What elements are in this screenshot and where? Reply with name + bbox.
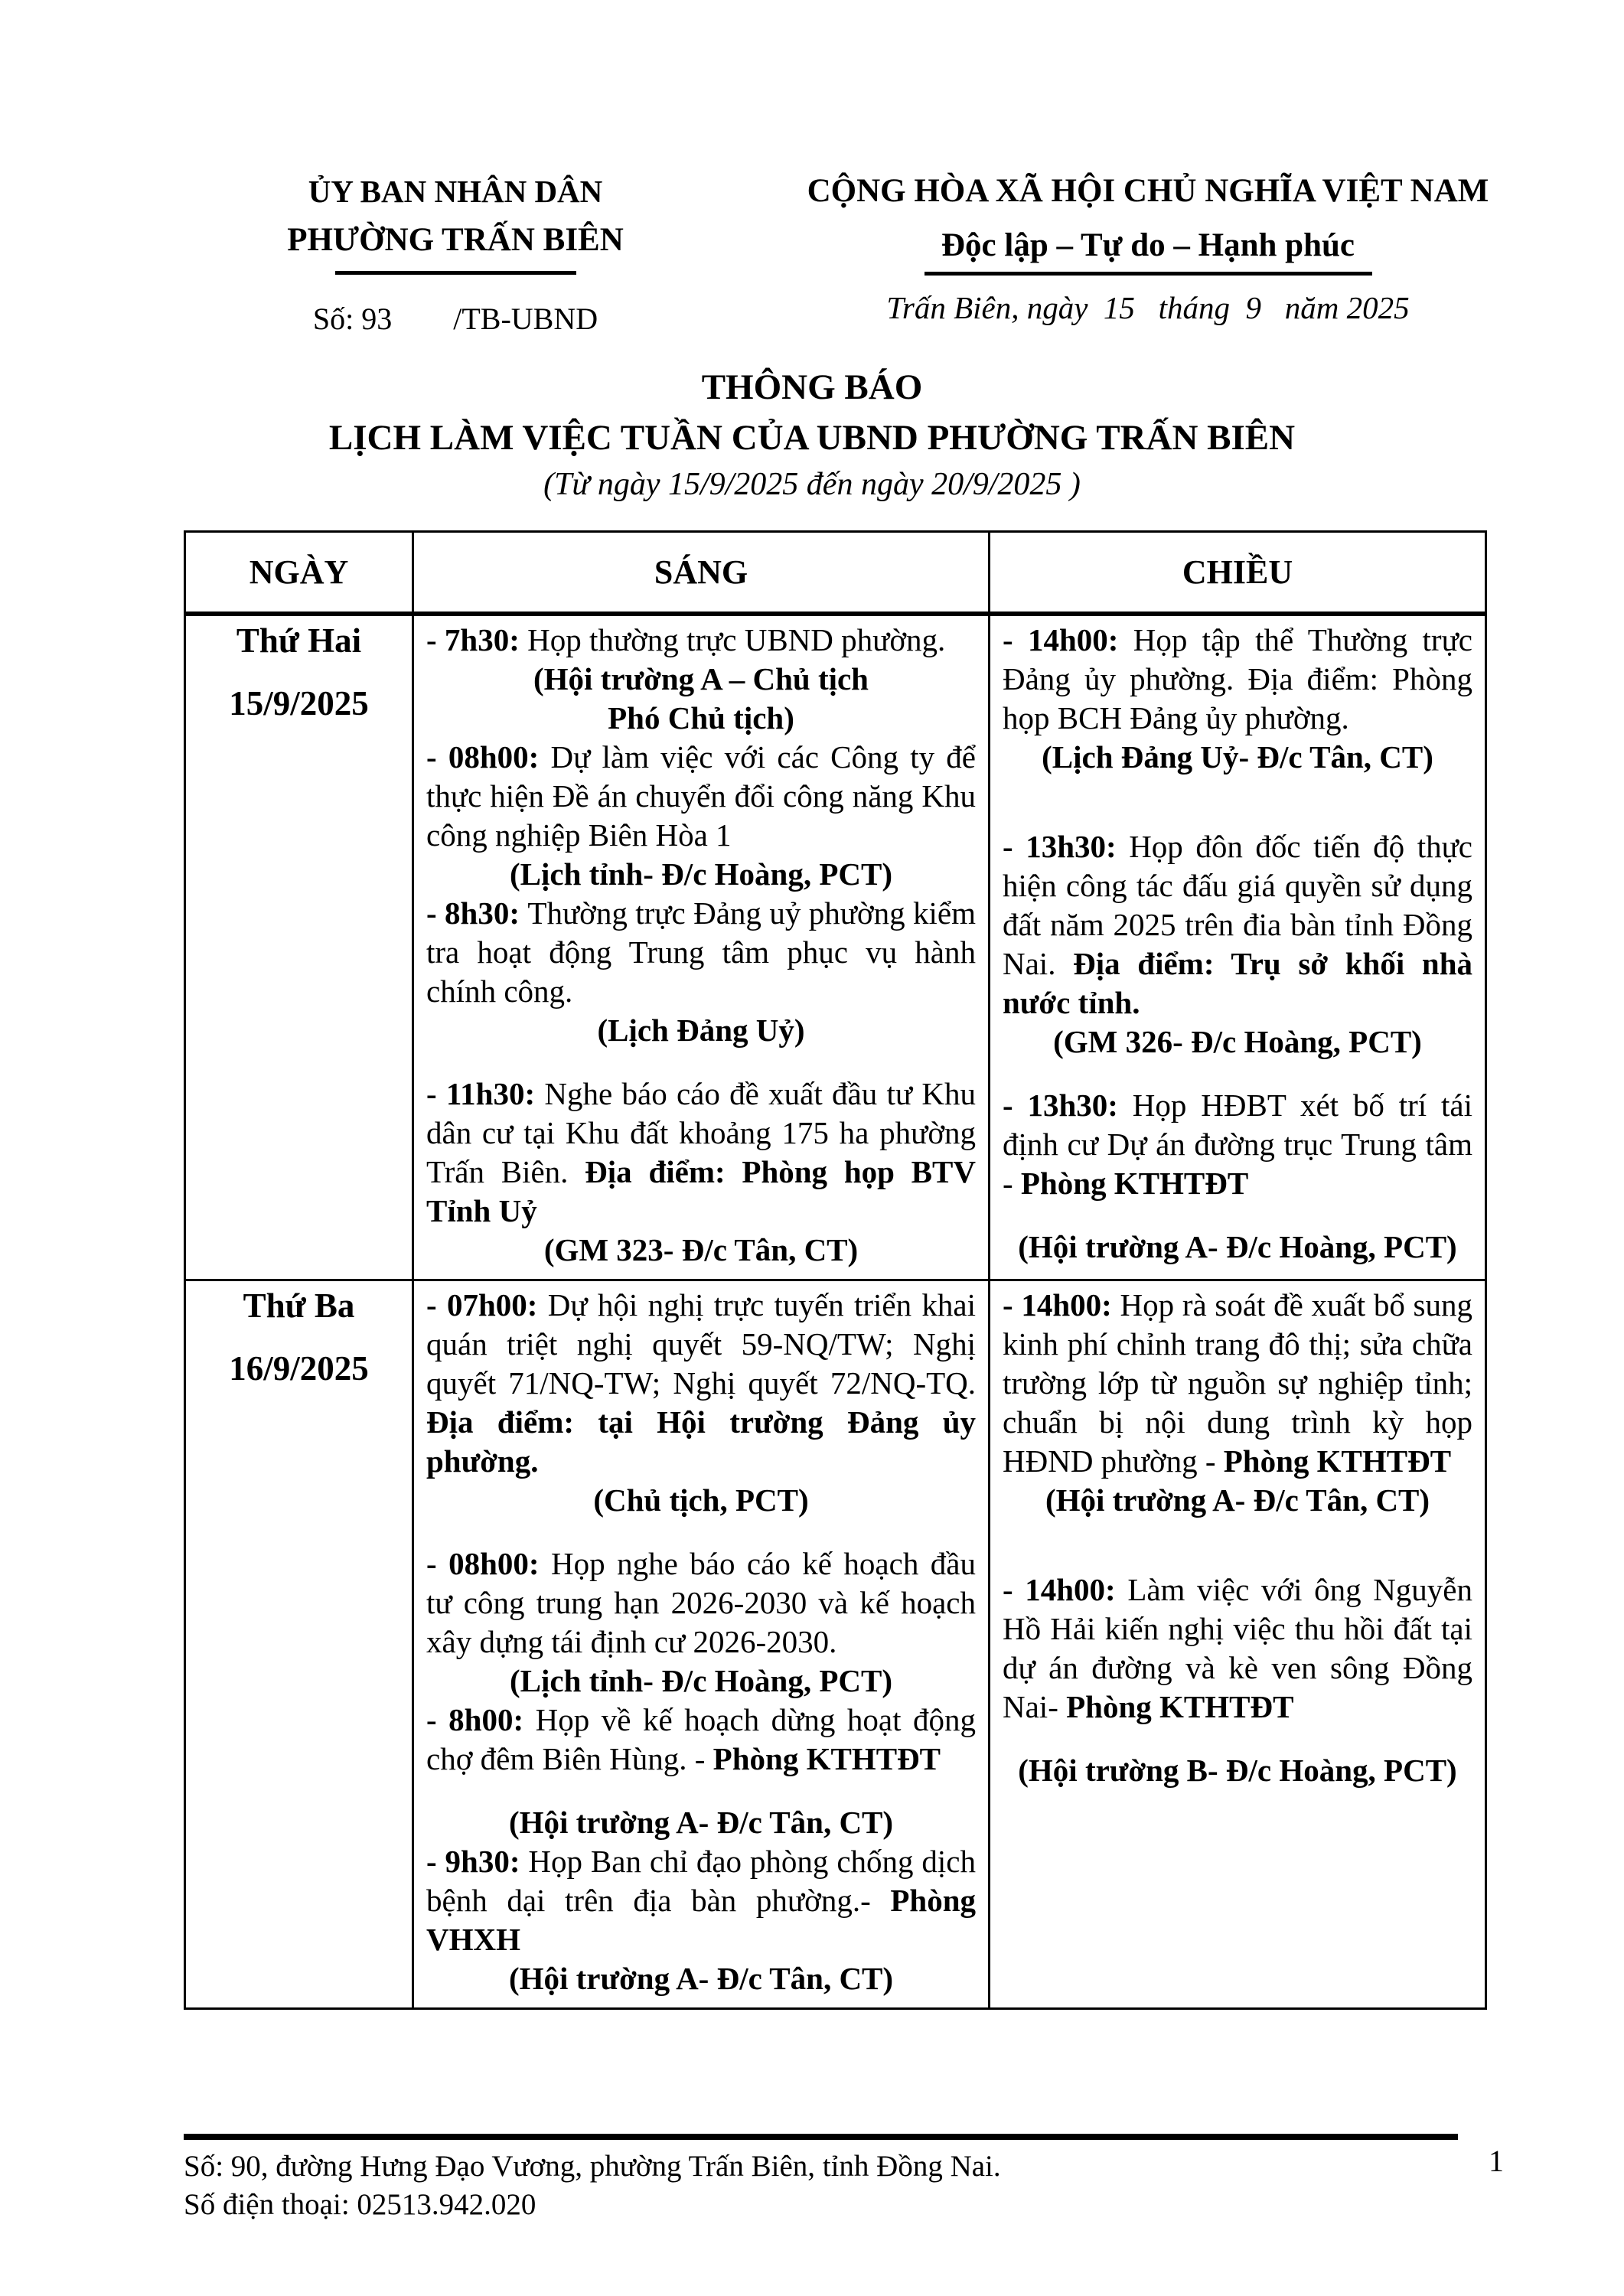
text-segment: Họp tập thể Thường trực Đảng ủy phường. Địa điểm: Phòng họp BCH Đảng ủy phường. (1003, 622, 1472, 735)
emphasis-segment: Phòng KTHTĐT (1066, 1689, 1294, 1724)
emphasis-segment: Phó Chủ tịch) (608, 700, 794, 735)
text-segment: Dự hội nghị trực tuyến triển khai quán triệt nghị quyết 59-NQ/TW; Nghị quyết 71/NQ-TW; Nghị quyết 72/NQ-TQ. (426, 1287, 976, 1401)
emphasis-segment: (Lịch tỉnh- Đ/c Hoàng, PCT) (510, 856, 892, 892)
venue-note (1003, 1022, 1472, 1062)
issuing-org-block (195, 168, 716, 337)
schedule-entry (426, 621, 976, 660)
schedule-entry (426, 894, 976, 1011)
notice-date-range: (Từ ngày 15/9/2025 đến ngày 20/9/2025 ) (543, 466, 1081, 502)
emphasis-segment: Phòng KTHTĐT (1020, 1166, 1249, 1201)
venue-note (426, 660, 976, 699)
text-segment: Thường trực Đảng uỷ phường kiểm tra hoạt động Trung tâm phục vụ hành chính công. (426, 895, 976, 1009)
venue-note (426, 699, 976, 738)
day-name: Thứ Hai (236, 621, 362, 660)
emphasis-segment: - 13h30: (1003, 829, 1130, 864)
table-row (185, 1280, 1486, 2009)
day-name: Thứ Ba (243, 1287, 355, 1325)
place-date-line: Trấn Biên, ngày 15 tháng 9 năm 2025 (886, 290, 1410, 326)
header-row (185, 532, 1486, 615)
afternoon-cell (990, 614, 1486, 1280)
footer-rule (184, 2134, 1458, 2140)
text-segment: Họp HĐBT xét bố trí tái định cư Dự án đường trục Trung tâm - (1003, 1088, 1472, 1201)
col-header-afternoon: CHIỀU (990, 532, 1486, 615)
emphasis-segment: (Lịch Đảng Uỷ) (597, 1013, 805, 1048)
emphasis-segment: - 11h30: (426, 1076, 545, 1111)
motto: Độc lập – Tự do – Hạnh phúc (941, 227, 1355, 264)
emphasis-segment: (Lịch Đảng Uỷ- Đ/c Tân, CT) (1042, 739, 1433, 775)
org-underline (335, 271, 576, 275)
schedule-entry (426, 1075, 976, 1231)
venue-note (1003, 738, 1472, 777)
schedule-entry (426, 738, 976, 855)
text-segment: Làm việc với ông Nguyễn Hồ Hải kiến nghị việc thu hồi đất tại dự án đường và kè ven sông Đồng Nai- (1003, 1572, 1472, 1724)
footer-phone: Số điện thoại: 02513.942.020 (184, 2188, 536, 2221)
venue-note (1003, 1228, 1472, 1267)
issuing-org-line1: ỦY BAN NHÂN DÂN (308, 174, 603, 209)
emphasis-segment: (GM 326- Đ/c Hoàng, PCT) (1053, 1024, 1422, 1059)
page-number: 1 (1489, 2144, 1504, 2178)
schedule-entry (426, 1701, 976, 1779)
text-segment: Họp Ban chỉ đạo phòng chống dịch bệnh dại trên địa bàn phường.- (426, 1844, 976, 1918)
emphasis-segment: - 08h00: (426, 1546, 552, 1581)
morning-cell (413, 1280, 990, 2009)
venue-note (426, 1481, 976, 1520)
day-cell (185, 1280, 413, 2009)
venue-note (426, 1662, 976, 1701)
venue-note (1003, 1481, 1472, 1520)
emphasis-segment: - 7h30: (426, 622, 528, 657)
emphasis-segment: Địa điểm: tại Hội trường Đảng ủy phường. (426, 1404, 976, 1479)
schedule-table-body (185, 614, 1486, 2009)
schedule-entry (426, 1286, 976, 1481)
emphasis-segment: (Hội trường A- Đ/c Tân, CT) (508, 1961, 894, 1996)
emphasis-segment: - 13h30: (1003, 1088, 1133, 1123)
emphasis-segment: Địa điểm: Phòng họp BTV Tỉnh Uỷ (426, 1154, 976, 1228)
schedule-entry (1003, 827, 1472, 1022)
text-segment: Họp đôn đốc tiến độ thực hiện công tác đấu giá quyền sử dụng đất năm 2025 trên đia bàn tỉnh Đồng Nai. (1003, 829, 1473, 981)
emphasis-segment: Phòng KTHTĐT (1223, 1443, 1452, 1479)
emphasis-segment: Địa điểm: Trụ sở khối nhà nước tỉnh. (1003, 946, 1472, 1020)
emphasis-segment: (Hội trường A – Chủ tịch (533, 661, 869, 696)
venue-note (426, 1959, 976, 1998)
day-date: 15/9/2025 (229, 684, 369, 722)
emphasis-segment: - 14h00: (1003, 622, 1133, 657)
table-row (185, 614, 1486, 1280)
text-segment: Dự làm việc với các Công ty để thực hiện Đề án chuyển đổi công năng Khu công nghiệp Biên Hòa 1 (426, 739, 976, 853)
col-header-day: NGÀY (185, 532, 413, 615)
emphasis-segment: - 07h00: (426, 1287, 548, 1322)
republic-block (765, 168, 1531, 326)
schedule-entry (1003, 1086, 1472, 1203)
schedule-table-head (185, 532, 1486, 615)
emphasis-segment: Phòng KTHTĐT (713, 1741, 941, 1776)
col-header-morning: SÁNG (413, 532, 990, 615)
document-number: Số: 93 /TB-UBND (312, 302, 598, 336)
schedule-entry (426, 1842, 976, 1959)
emphasis-segment: (Hội trường A- Đ/c Hoàng, PCT) (1018, 1229, 1457, 1264)
venue-note (426, 1011, 976, 1050)
republic-title: CỘNG HÒA XÃ HỘI CHỦ NGHĨA VIỆT NAM (807, 173, 1489, 209)
day-date: 16/9/2025 (229, 1349, 369, 1388)
emphasis-segment: (Chủ tịch, PCT) (593, 1482, 809, 1518)
emphasis-segment: (GM 323- Đ/c Tân, CT) (543, 1232, 859, 1267)
text-segment: Nghe báo cáo đề xuất đầu tư Khu dân cư tại Khu đất khoảng 175 ha phường Trấn Biên. (426, 1076, 976, 1189)
motto-underline (925, 272, 1372, 276)
schedule-entry (1003, 1286, 1472, 1481)
text-segment: Họp về kế hoạch dừng hoạt động chợ đêm Biên Hùng. - (426, 1702, 976, 1776)
text-segment: Họp rà soát đề xuất bổ sung kinh phí chỉnh trang đô thị; sửa chữa trường lớp từ nguồn sự nghiệp tỉnh; chuẩn bị nội dung trình kỳ họp HĐND phường - (1003, 1287, 1473, 1479)
issuing-org-line2: PHƯỜNG TRẤN BIÊN (287, 221, 624, 258)
venue-note (426, 1231, 976, 1270)
emphasis-segment: Phòng VHXH (426, 1883, 976, 1957)
venue-note (426, 855, 976, 894)
schedule-table (184, 530, 1487, 2010)
document-footer (184, 2134, 1485, 2224)
footer-address: Số: 90, đường Hưng Đạo Vương, phường Trấn Biên, tỉnh Đồng Nai. (184, 2150, 1001, 2183)
schedule-entry (1003, 1570, 1472, 1727)
emphasis-segment: - 9h30: (426, 1844, 529, 1879)
text-segment: Họp nghe báo cáo kế hoạch đầu tư công trung hạn 2026-2030 và kế hoạch xây dựng tái định cư 2026-2030. (426, 1546, 976, 1659)
morning-cell (413, 614, 990, 1280)
venue-note (426, 1803, 976, 1842)
emphasis-segment: - 14h00: (1003, 1287, 1120, 1322)
emphasis-segment: (Hội trường A- Đ/c Tân, CT) (508, 1805, 894, 1840)
emphasis-segment: (Hội trường A- Đ/c Tân, CT) (1045, 1482, 1430, 1518)
emphasis-segment: - 8h00: (426, 1702, 536, 1737)
emphasis-segment: - 08h00: (426, 739, 551, 775)
notice-subtitle: LỊCH LÀM VIỆC TUẦN CỦA UBND PHƯỜNG TRẤN BIÊN (328, 418, 1296, 458)
title-block (0, 366, 1624, 503)
emphasis-segment: (Hội trường B- Đ/c Hoàng, PCT) (1018, 1753, 1457, 1788)
emphasis-segment: - 14h00: (1003, 1572, 1128, 1607)
schedule-entry (426, 1544, 976, 1662)
emphasis-segment: - 8h30: (426, 895, 528, 931)
emphasis-segment: (Lịch tỉnh- Đ/c Hoàng, PCT) (510, 1663, 892, 1698)
venue-note (1003, 1751, 1472, 1790)
notice-title: THÔNG BÁO (701, 367, 923, 407)
day-cell (185, 614, 413, 1280)
schedule-entry (1003, 621, 1472, 738)
afternoon-cell (990, 1280, 1486, 2009)
text-segment: Họp thường trực UBND phường. (527, 622, 946, 657)
